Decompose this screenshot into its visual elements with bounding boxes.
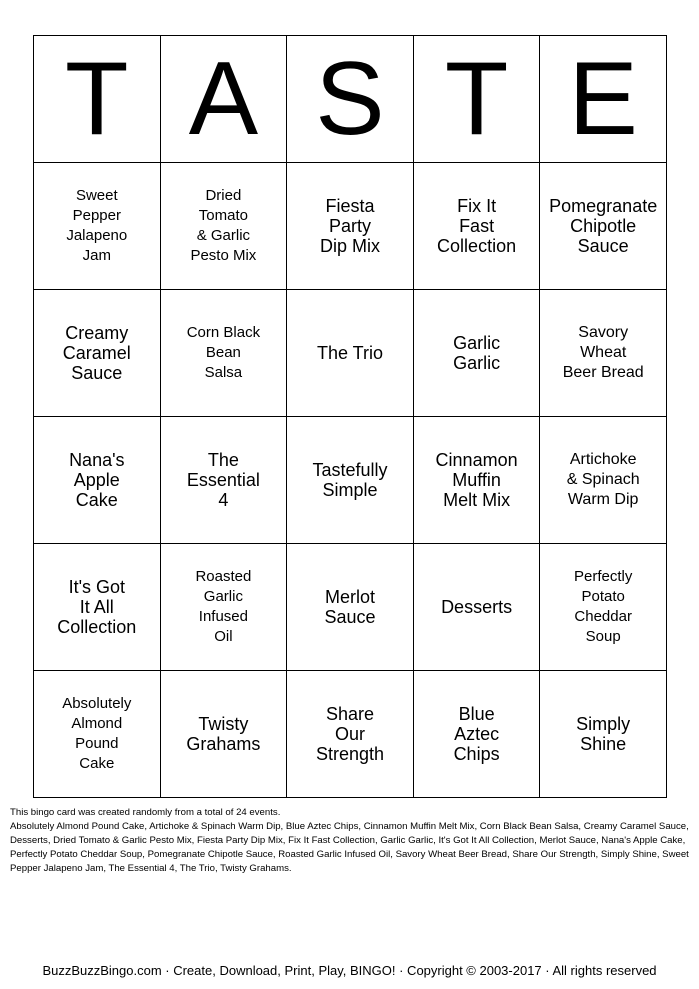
bingo-cell bbox=[540, 671, 667, 798]
bingo-cell bbox=[413, 290, 540, 417]
bingo-cell bbox=[540, 544, 667, 671]
bingo-cell bbox=[413, 544, 540, 671]
footer-note bbox=[10, 806, 692, 876]
cell-text: Twisty Grahams bbox=[186, 714, 261, 754]
bingo-row bbox=[34, 544, 667, 671]
cell-text: Tastefully Simple bbox=[312, 460, 388, 500]
cell-text: Artichoke & Spinach Warm Dip bbox=[566, 451, 640, 508]
bingo-cell bbox=[287, 417, 414, 544]
header-letter: A bbox=[160, 36, 287, 163]
cell-text: It's Got It All Collection bbox=[57, 577, 137, 637]
cell-text: Desserts bbox=[441, 597, 513, 617]
cell-text: Simply Shine bbox=[576, 714, 631, 754]
header-letter: S bbox=[287, 36, 414, 163]
cell-text: Corn Black Bean Salsa bbox=[186, 324, 261, 381]
cell-text: Absolutely Almond Pound Cake bbox=[62, 695, 132, 772]
cell-text: Share Our Strength bbox=[315, 704, 384, 764]
bingo-cell bbox=[287, 671, 414, 798]
header-letter: T bbox=[34, 36, 161, 163]
cell-text: Sweet Pepper Jalapeno Jam bbox=[66, 187, 128, 264]
cell-text: Creamy Caramel Sauce bbox=[62, 323, 131, 383]
bingo-cell bbox=[287, 544, 414, 671]
footer-events-list: Absolutely Almond Pound Cake, Artichoke & Spinach Warm Dip, Blue Aztec Chips, Cinnamon Muffin Melt Mix, Corn Black Bean Salsa, Creamy Caramel Sauce, Desserts, Dried Tomato & Garlic Pesto Mix, Fiesta Party Dip Mix, Fix It Fast Collection, Garlic Garlic, It's Got It All Collection, Merlot Sauce, Nana's Apple Cake, Perfectly Potato Cheddar Soup, Pomegranate Chipotle Sauce, Roasted Garlic Infused Oil, Savory Wheat Beer Bread, Share Our Strength, Simply Shine, Sweet Pepper Jalapeno Jam, The Essential 4, The Trio, Twisty Grahams. bbox=[10, 821, 689, 874]
cell-text: Fiesta Party Dip Mix bbox=[319, 196, 380, 256]
cell-text: The Essential 4 bbox=[186, 450, 260, 510]
cell-text: Merlot Sauce bbox=[324, 587, 376, 627]
bingo-row bbox=[34, 290, 667, 417]
copyright-line: BuzzBuzzBingo.com · Create, Download, Print, Play, BINGO! · Copyright © 2003-2017 · All rights reserved bbox=[42, 963, 657, 978]
bingo-cell bbox=[160, 163, 287, 290]
cell-text: The Trio bbox=[316, 343, 383, 363]
bingo-cell bbox=[160, 417, 287, 544]
bingo-cell bbox=[287, 163, 414, 290]
bingo-row bbox=[34, 417, 667, 544]
cell-text: Garlic Garlic bbox=[453, 333, 501, 373]
bingo-card bbox=[33, 35, 667, 798]
bingo-cell bbox=[160, 671, 287, 798]
bingo-cell bbox=[34, 544, 161, 671]
bingo-row bbox=[34, 163, 667, 290]
cell-text: Perfectly Potato Cheddar Soup bbox=[574, 568, 633, 645]
bingo-cell bbox=[34, 290, 161, 417]
cell-text: Fix It Fast Collection bbox=[437, 196, 517, 256]
header-letter: T bbox=[413, 36, 540, 163]
bingo-cell bbox=[413, 163, 540, 290]
bingo-cell bbox=[540, 290, 667, 417]
bingo-cell bbox=[160, 544, 287, 671]
cell-text: Savory Wheat Beer Bread bbox=[562, 324, 644, 381]
bingo-row bbox=[34, 671, 667, 798]
bingo-cell bbox=[287, 290, 414, 417]
bingo-cell bbox=[34, 163, 161, 290]
header-row bbox=[34, 36, 667, 163]
bingo-cell bbox=[413, 671, 540, 798]
bingo-cell bbox=[413, 417, 540, 544]
cell-text: Cinnamon Muffin Melt Mix bbox=[435, 450, 518, 510]
cell-text: Blue Aztec Chips bbox=[453, 704, 500, 764]
cell-text: Dried Tomato & Garlic Pesto Mix bbox=[190, 187, 257, 264]
bingo-cell bbox=[34, 417, 161, 544]
cell-text: Roasted Garlic Infused Oil bbox=[195, 568, 252, 645]
bingo-cell bbox=[160, 290, 287, 417]
cell-text: Nana's Apple Cake bbox=[69, 450, 125, 510]
bingo-cell bbox=[34, 671, 161, 798]
bingo-cell bbox=[540, 163, 667, 290]
footer-summary: This bingo card was created randomly from a total of 24 events. bbox=[10, 807, 281, 818]
bingo-cell bbox=[540, 417, 667, 544]
header-letter: E bbox=[540, 36, 667, 163]
cell-text: Pomegranate Chipotle Sauce bbox=[549, 196, 658, 256]
